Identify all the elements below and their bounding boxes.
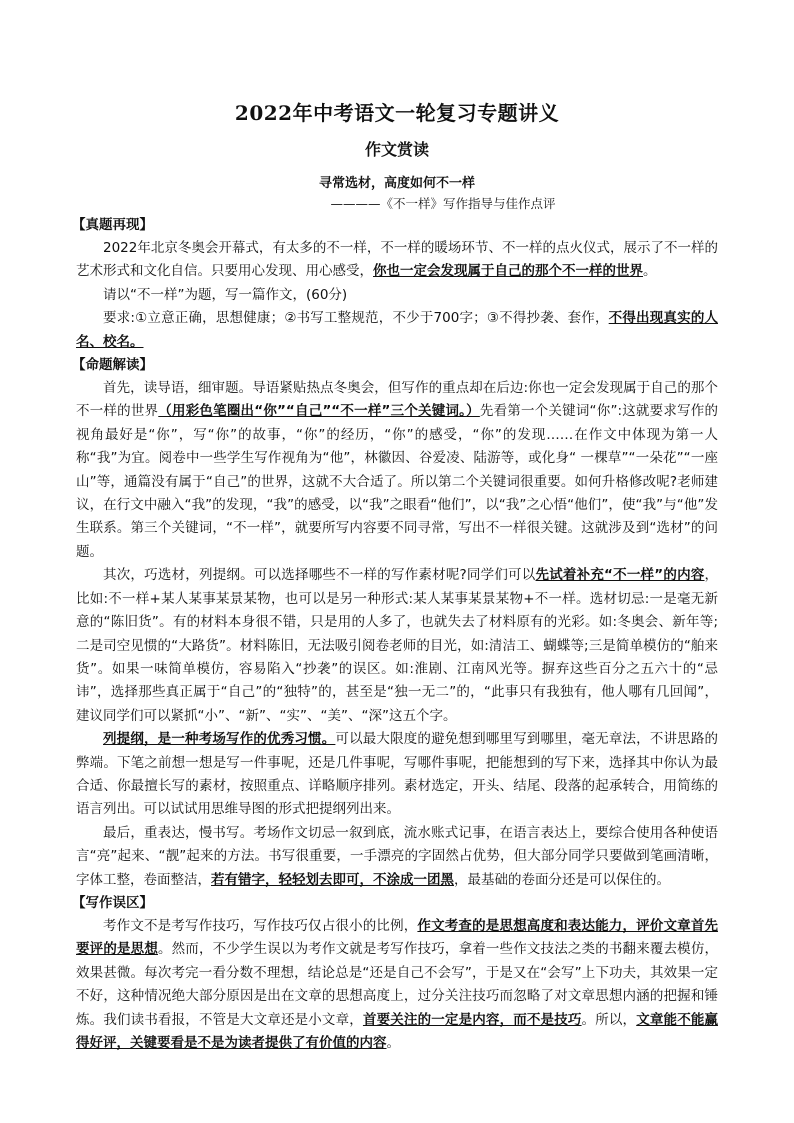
text-run: 考作文不是考写作技巧，写作技巧仅占很小的比例， bbox=[103, 917, 418, 934]
document-subtitle: 作文赏读 bbox=[364, 140, 429, 159]
section-heading-interpretation: 【命题解读】 bbox=[72, 357, 153, 374]
interpretation-paragraph-3 bbox=[76, 728, 718, 822]
text-run: 可以最大限度的避免想到哪里写到哪里，毫无章法，不讲思路的弊端。下笔之前想一想是写一件事呢，还是几件事呢，写哪件事呢，把能想到的写下来，选择其中你认为最合适、你最擅长写的素材，按照重点、详略顺序排列。素材选定，开头、结尾、段落的起承转合，用简练的语言列出。可以试试用思维导图的形式把提纲列出来。 bbox=[76, 731, 719, 818]
text-run: 。所以， bbox=[581, 1011, 637, 1028]
text-run: 。 bbox=[386, 1035, 400, 1051]
exam-paragraph-2: 请以“不一样”为题，写一篇作文，(60分) bbox=[103, 286, 348, 303]
emphasis-text: 先试着补充“不一样”的内容 bbox=[535, 567, 705, 584]
emphasis-text: 首要关注的一定是内容，而不是技巧 bbox=[362, 1011, 582, 1028]
text-run: 。 bbox=[643, 263, 657, 280]
text-run: 最后，重表达，慢书写。考场作文切忌一叙到底，流水账式记事，在语言表达上，要综合使用各种使语言“亮”起来、“靓”起来的方法。书写很重要，一手漂亮的字固然占优势，但大部分同学只要做到笔画清晰，字体工整，卷面整洁， bbox=[76, 824, 718, 888]
emphasis-text: 列提纲，是一种考场写作的优秀习惯。 bbox=[103, 731, 336, 748]
section-heading-mistakes: 【写作误区】 bbox=[72, 894, 153, 911]
emphasis-text: 不得出现真实的人名、校名。 bbox=[76, 310, 719, 350]
emphasis-text: 若有错字，轻轻划去即可，不涂成一团黑 bbox=[211, 871, 454, 888]
text-run: 2022年北京冬奥会开幕式，有太多的不一样，不一样的暖场环节、不一样的点火仪式，展示了不一样的艺术形式和文化自信。只要用心发现、用心感受， bbox=[76, 240, 718, 280]
text-run: 其次，巧选材，列提纲。可以选择哪些不一样的写作素材呢?同学们可以 bbox=[103, 567, 536, 584]
emphasis-text: 你也一定会发现属于自己的那个不一样的世界 bbox=[373, 263, 643, 280]
interpretation-paragraph-2 bbox=[76, 564, 718, 728]
essay-title: 寻常选材，高度如何不一样 bbox=[318, 176, 475, 191]
emphasis-text: （用彩色笔圈出“你”“自己”“不一样”三个关键词。） bbox=[158, 403, 480, 420]
interpretation-paragraph-1 bbox=[76, 377, 718, 564]
emphasis-text: 文章能不能赢得好评，关键要看是不是为读者提供了有价值的内容 bbox=[76, 1011, 719, 1051]
mistakes-paragraph-1 bbox=[76, 915, 718, 1055]
text-run: 首先，读导语，细审题。导语紧贴热点冬奥会，但写作的重点却在后边:你也一定会发现属于自己的那个不一样的世界 bbox=[76, 380, 718, 420]
exam-paragraph-1 bbox=[76, 237, 718, 284]
exam-paragraph-3 bbox=[76, 307, 718, 354]
text-run: 要求:①立意正确，思想健康；②书写工整规范，不少于700字；③不得抄袭、套作， bbox=[103, 310, 609, 327]
section-heading-exam: 【真题再现】 bbox=[72, 217, 153, 233]
document-title: 2022年中考语文一轮复习专题讲义 bbox=[234, 101, 560, 125]
text-run: ，最基础的卷面分还是可以保住的。 bbox=[454, 871, 670, 888]
emphasis-text: 作文考查的是思想高度和表达能力，评价文章首先要评的是思想 bbox=[76, 917, 719, 958]
interpretation-paragraph-4 bbox=[76, 822, 718, 892]
essay-subtitle: ————《不一样》写作指导与佳作点评 bbox=[330, 196, 556, 211]
text-run: 。然而，不少学生误以为考作文就是考写作技巧，拿着一些作文技法之类的书翻来覆去模仿，效果甚微。每次考完一看分数不理想，结论总是“还是自己不会写”，于是又在“会写”上下功夫，其效果一定不好，这种情况绝大部分原因是出在文章的思想高度上，过分关注技巧而忽略了对文章思想内涵的把握和锤炼。我们读书看报，不管是大文章还是小文章， bbox=[76, 941, 719, 1028]
text-run: 先看第一个关键词“你”:这就要求写作的视角最好是“你”，写“你”的故事，“你”的经历，“你”的感受，“你”的发现……在作文中体现为第一人称“我”为宜。阅卷中一些学生写作视角为“他”，林徽因、谷爱凌、陆游等，或化身“ 一棵草”“一朵花”“一座山”等，通篇没有属于“自己”的世界，这就不大合适了。所以第二个关键词很重要。如何升格修改呢?老师建议，在行文中融入“我”的发现，“我”的感受，以“我”之眼看“他们”，以“我”之心悟“他们”，使“我”与“他”发生联系。第三个关键词，“不一样”，就要所写内容要不同寻常，写出不一样很关键。这就涉及到“选材”的问题。 bbox=[76, 403, 718, 560]
text-run: ，比如:不一样+某人某事某景某物，也可以是另一种形式:某人某事某景某物+不一样。选材切忌:一是毫无新意的“陈旧货”。有的材料本身很不错，只是用的人多了，也就失去了材料原有的光彩。如:冬奥会、新年等;二是司空见惯的“大路货”。材料陈旧，无法吸引阅卷老师的目光，如:清洁工、蝴蝶等;三是简单模仿的“舶来货”。如果一味简单模仿，容易陷入“抄袭”的误区。如:淮剧、江南风光等。摒弃这些百分之五六十的“忌讳”，选择那些真正属于“自己”的“独特”的，甚至是“独一无二”的，“此事只有我独有，他人哪有几回闻”，建议同学们可以紧抓“小”、“新”、“实”、“美”、“深”这五个字。 bbox=[76, 567, 718, 724]
